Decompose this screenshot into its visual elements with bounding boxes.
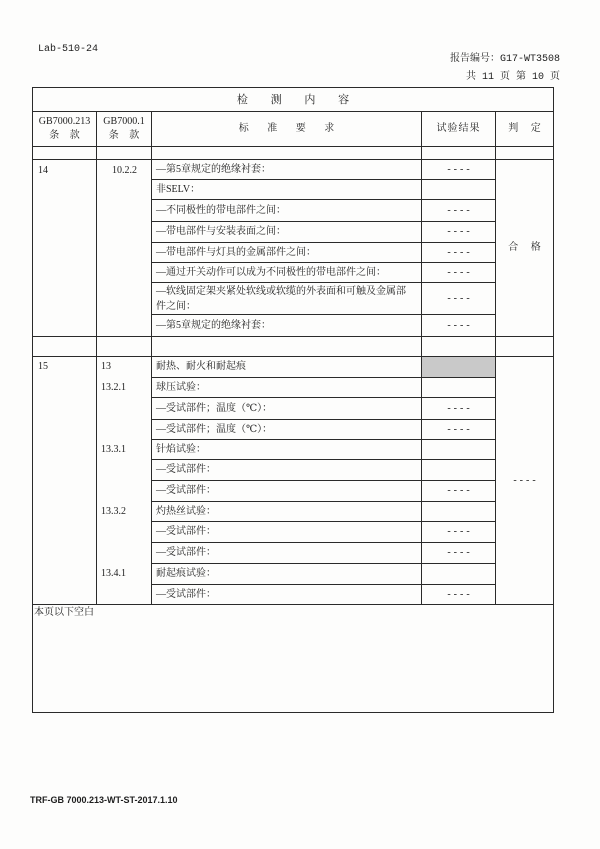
page-counter: 共 11 页 第 10 页 [465,72,560,83]
header-clause-gb7000-213-label: 条 款 [49,130,84,141]
header-verdict: 判 定 [496,112,554,147]
requirement-cell: 针焰试验： [152,440,422,460]
result-cell [422,180,496,200]
result-cell: ---- [422,200,496,222]
clause-gb7000-213-cell: 14 [33,160,97,337]
clause-gb7000-213-cell: 15 [33,357,97,605]
requirement-cell: —受试部件： [152,585,422,605]
spacer-cell [496,337,554,357]
requirement-cell: —受试部件： [152,481,422,502]
requirement-cell: —受试部件；温度（℃）： [152,420,422,440]
requirement-cell: 球压试验： [152,378,422,398]
spacer-cell [97,147,152,160]
clause-gb7000-1-cell [97,357,152,605]
result-cell: ---- [422,222,496,243]
spacer-cell [152,147,422,160]
requirement-cell: —带电部件与安装表面之间： [152,222,422,243]
header-requirement: 标 准 要 求 [152,112,422,147]
requirement-cell: 非SELV： [152,180,422,200]
result-cell: ---- [422,522,496,543]
result-cell [422,378,496,398]
result-cell: ---- [422,420,496,440]
table-title: 检 测 内 容 [33,88,554,112]
result-cell: ---- [422,160,496,180]
header-clause-gb7000-1 [97,112,152,147]
clause-gb7000-1-cell: 10.2.2 [97,160,152,337]
lab-code: Lab-510-24 [38,44,99,55]
result-cell: ---- [422,585,496,605]
spacer-cell [33,147,97,160]
requirement-cell: —第5章规定的绝缘衬套： [152,315,422,337]
requirement-cell: —带电部件与灯具的金属部件之间： [152,243,422,263]
clause-number: 13.4.1 [101,568,126,579]
result-cell: ---- [422,315,496,337]
result-cell: ---- [422,398,496,420]
spacer-cell [33,337,97,357]
blank-page-note: 本页以下空白 [34,607,94,618]
requirement-cell: —受试部件： [152,543,422,564]
result-cell [422,460,496,481]
requirement-cell: 耐起痕试验： [152,564,422,585]
result-cell [422,440,496,460]
header-clause-gb7000-1-label: 条 款 [108,130,144,141]
header-clause-gb7000-213 [33,112,97,147]
result-cell: ---- [422,263,496,283]
spacer-cell [422,147,496,160]
result-cell: ---- [422,543,496,564]
header-clause-gb7000-213-code: GB7000.213 [38,116,91,127]
verdict-cell: ---- [496,357,554,605]
clause-number: 13.3.1 [101,444,126,455]
requirement-cell: —第5章规定的绝缘衬套： [152,160,422,180]
clause-number: 13 [101,361,111,372]
header-result: 试验结果 [422,112,496,147]
spacer-cell [496,147,554,160]
requirement-cell: —受试部件： [152,460,422,481]
spacer-cell [422,337,496,357]
result-cell [422,502,496,522]
requirement-cell: —软线固定架夹紧处软线或软缆的外表面和可触及金属部件之间： [152,283,422,315]
verdict-cell: 合 格 [496,160,554,337]
form-code-footer: TRF-GB 7000.213-WT-ST-2017.1.10 [30,795,178,805]
spacer-cell [152,337,422,357]
clause-number: 13.3.2 [101,506,126,517]
result-cell-shaded [422,357,496,378]
result-cell: ---- [422,243,496,263]
result-cell: ---- [422,481,496,502]
requirement-cell: —受试部件；温度（℃）： [152,398,422,420]
requirement-cell: —不同极性的带电部件之间： [152,200,422,222]
requirement-cell: 灼热丝试验： [152,502,422,522]
report-number: 报告编号：G17-WT3508 [449,54,560,65]
result-cell [422,564,496,585]
requirement-cell: —通过开关动作可以成为不同极性的带电部件之间： [152,263,422,283]
result-cell: ---- [422,283,496,315]
clause-number: 13.2.1 [101,382,126,393]
spacer-cell [97,337,152,357]
requirement-cell: —受试部件： [152,522,422,543]
header-clause-gb7000-1-code: GB7000.1 [103,116,145,127]
requirement-cell: 耐热、耐火和耐起痕 [152,357,422,378]
